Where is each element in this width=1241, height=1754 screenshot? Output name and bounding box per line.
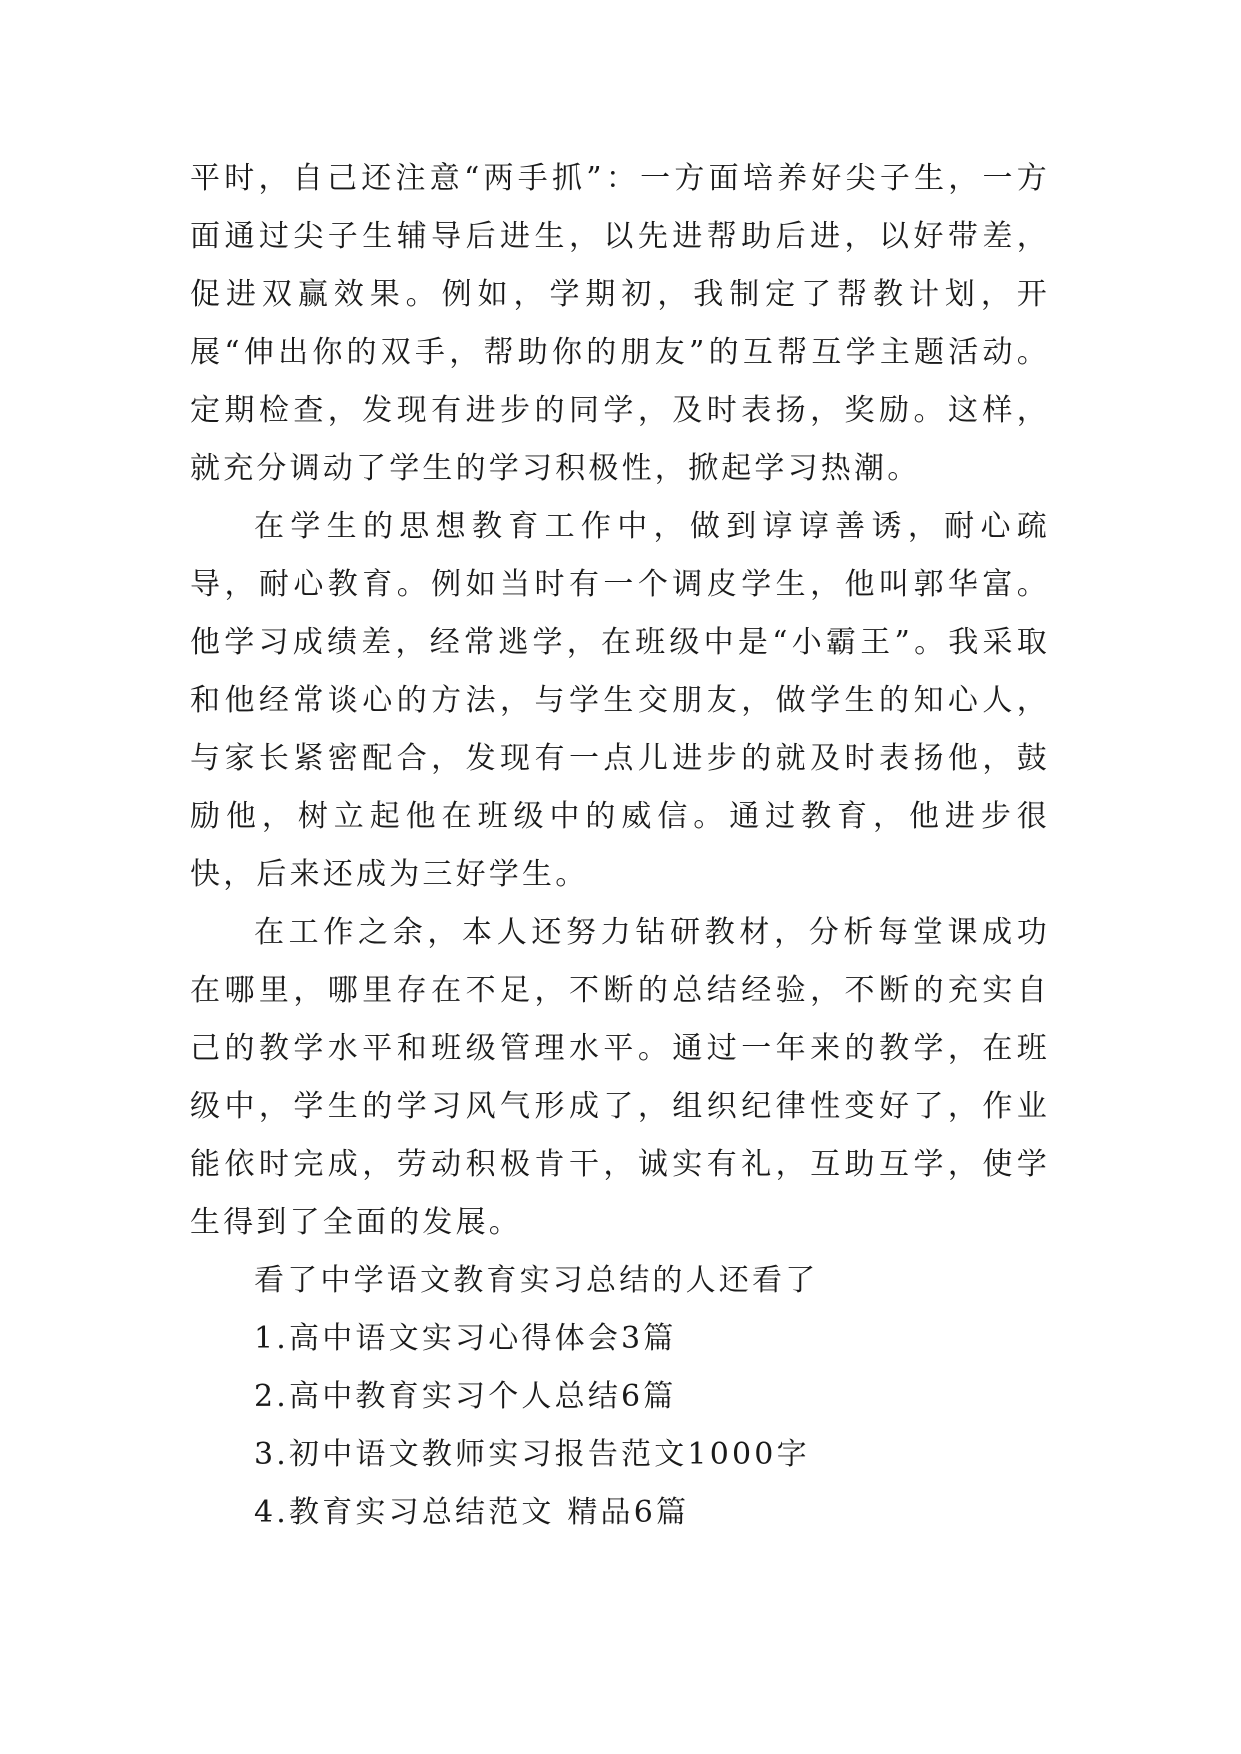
related-articles-list — [190, 1310, 1050, 1542]
related-article-item: 1.高中语文实习心得体会3篇 — [254, 1321, 677, 1356]
related-article-item: 4.教育实习总结范文 精品6篇 — [254, 1495, 690, 1530]
body-paragraph-1: 平时，自己还注意“两手抓”：一方面培养好尖子生，一方面通过尖子生辅导后进生，以先进帮助后进，以好带差，促进双赢效果。例如，学期初，我制定了帮教计划，开展“伸出你的双手，帮助你的朋友”的互帮互学主题活动。定期检查，发现有进步的同学，及时表扬，奖励。这样，就充分调动了学生的学习积极性，掀起学习热潮。 — [190, 161, 1050, 486]
related-article-item: 3.初中语文教师实习报告范文1000字 — [254, 1437, 810, 1472]
body-paragraph-3: 在工作之余，本人还努力钻研教材，分析每堂课成功在哪里，哪里存在不足，不断的总结经验，不断的充实自己的教学水平和班级管理水平。通过一年来的教学，在班级中，学生的学习风气形成了，组织纪律性变好了，作业能依时完成，劳动积极肯干，诚实有礼，互助互学，使学生得到了全面的发展。 — [190, 915, 1050, 1240]
document-page — [190, 150, 1050, 1542]
body-paragraph-2: 在学生的思想教育工作中，做到谆谆善诱，耐心疏导，耐心教育。例如当时有一个调皮学生，他叫郭华富。他学习成绩差，经常逃学，在班级中是“小霸王”。我采取和他经常谈心的方法，与学生交朋友，做学生的知心人，与家长紧密配合，发现有一点儿进步的就及时表扬他，鼓励他，树立起他在班级中的威信。通过教育，他进步很快，后来还成为三好学生。 — [190, 509, 1050, 892]
related-article-item: 2.高中教育实习个人总结6篇 — [254, 1379, 677, 1414]
related-articles-heading: 看了中学语文教育实习总结的人还看了 — [254, 1263, 819, 1298]
